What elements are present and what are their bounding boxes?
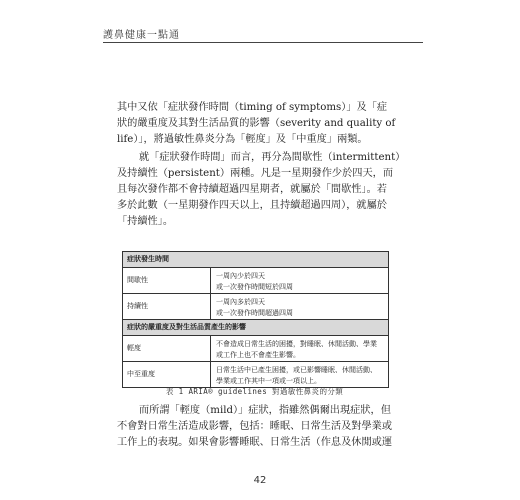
row-description — [211, 362, 388, 387]
description-line: 學業或工作其中一項或一項以上。 — [216, 376, 321, 385]
row-label: 間歇性 — [123, 268, 211, 293]
text-line: 工作上的表現。如果會影響睡眠、日常生活（作息及休閒或運 — [117, 437, 393, 448]
table-row — [123, 336, 388, 362]
description-line: 一周內少於四天 — [216, 272, 265, 280]
description-line: 不會造成日常生活的困擾，對睡眠、休閒活動、學業 — [216, 340, 377, 348]
text-line: 就「症狀發作時間」而言，再分為間歇性（intermittent） — [139, 152, 406, 163]
description-line: 或一次發作時間短於四周 — [216, 282, 293, 291]
paragraph-symptom-timing — [117, 150, 409, 230]
table-section-header: 症狀發生時間 — [123, 252, 388, 268]
text-line: life）」，將過敏性鼻炎分為「輕度」及「中重度」兩類。 — [117, 134, 368, 145]
row-label: 中至重度 — [123, 362, 211, 387]
paragraph-classification-intro — [117, 100, 409, 148]
description-line: 或工作上也不會產生影響。 — [216, 350, 300, 359]
text-line: 其中又依「症狀發作時間（timing of symptoms）」及「症 — [117, 102, 388, 113]
table-section-header: 症狀的嚴重度及對生活品質產生的影響 — [123, 320, 388, 336]
row-description — [211, 268, 388, 293]
row-label: 持續性 — [123, 294, 211, 319]
text-line: 多於此數（一星期發作四天以上，且持續超過四周），就屬於 — [117, 200, 387, 211]
text-line: 狀的嚴重度及其對生活品質的影響（severity and quality of — [117, 118, 396, 129]
description-line: 日常生活中已產生困擾，或已影響睡眠、休閒活動、 — [216, 366, 377, 374]
aria-classification-table — [122, 251, 389, 388]
paragraph-mild-definition — [117, 403, 409, 451]
table-row — [123, 268, 388, 294]
text-line: 及持續性（persistent）兩種。凡是一星期發作少於四天，而 — [117, 168, 394, 179]
table-row — [123, 362, 388, 387]
text-line: 「持續性」。 — [117, 216, 174, 227]
page-number: 42 — [253, 475, 267, 486]
table-row — [123, 294, 388, 320]
description-line: 或一次發作時間超過四周 — [216, 308, 293, 317]
text-line: 不會對日常生活造成影響，包括：睡眠、日常生活及對學業或 — [117, 421, 393, 432]
row-description — [211, 294, 388, 319]
header-rule — [103, 42, 423, 43]
description-line: 一周內多於四天 — [216, 298, 265, 306]
running-header: 護鼻健康一點通 — [103, 30, 180, 41]
row-description — [211, 336, 388, 361]
table-caption: 表 1 ARIA® guidelines 對過敏性鼻炎的分類 — [165, 387, 344, 396]
row-label: 輕度 — [123, 336, 211, 361]
text-line: 且每次發作都不會持續超過四星期者，就屬於「間歇性」。若 — [117, 184, 387, 195]
text-line: 而所謂「輕度（mild）」症狀，指雖然偶爾出現症狀，但 — [139, 405, 391, 416]
